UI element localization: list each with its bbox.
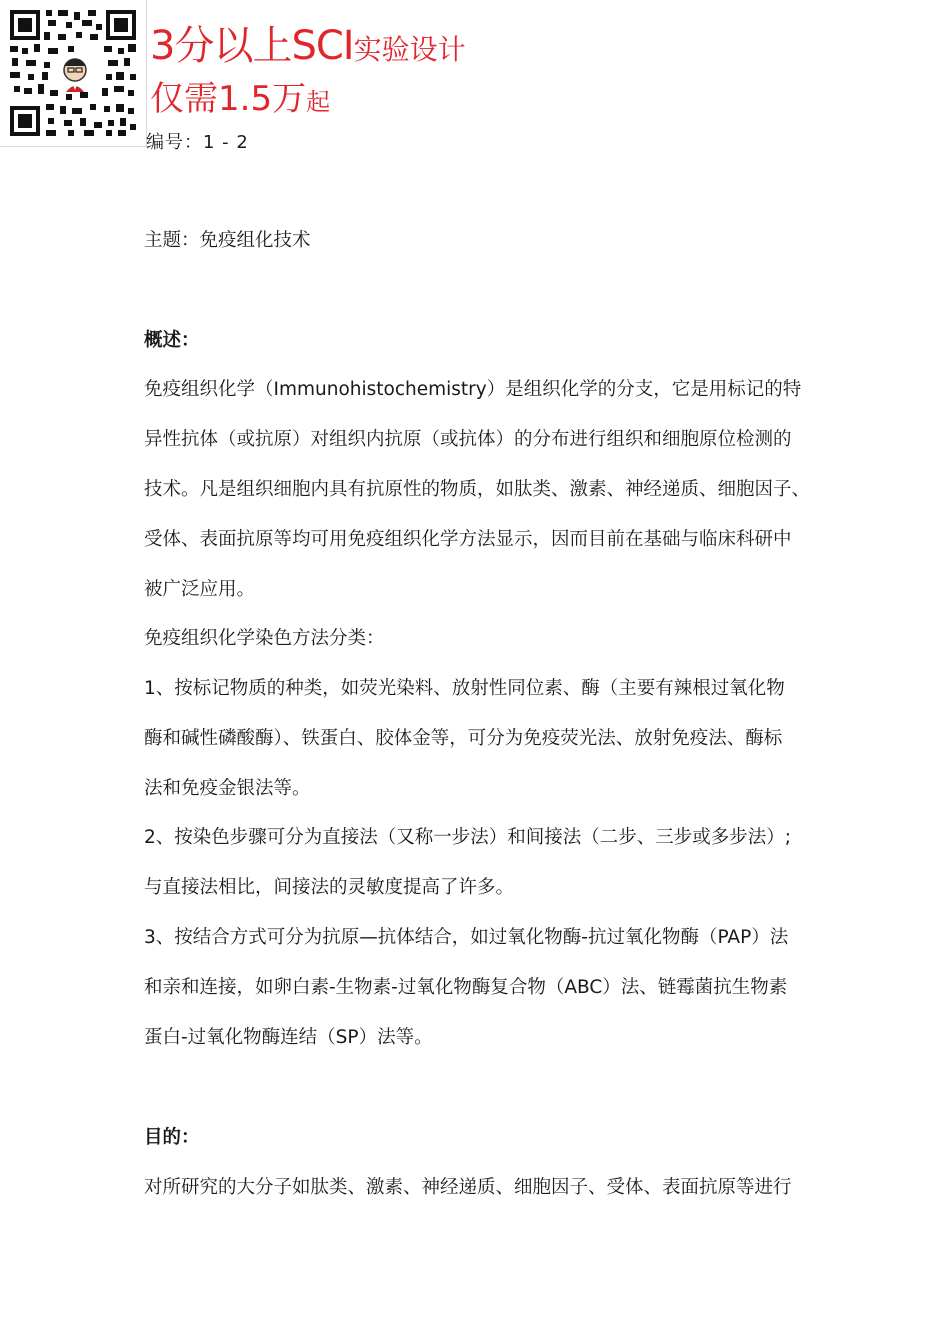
promo-line-2 [150,79,331,119]
item-1-line: 酶和碱性磷酸酶）、铁蛋白、胶体金等，可分为免疫荧光法、放射免疫法、酶标 [144,728,783,749]
promo-price-suffix: 起 [306,88,331,116]
classification-title: 免疫组织化学染色方法分类： [144,628,385,649]
item-3-line: 3、按结合方式可分为抗原—抗体结合，如过氧化物酶-抗过氧化物酶（PAP）法 [144,927,789,948]
item-3-line: 和亲和连接，如卵白素-生物素-过氧化物酶复合物（ABC）法、链霉菌抗生物素 [144,977,788,998]
overview-line: 技术。凡是组织细胞内具有抗原性的物质，如肽类、激素、神经递质、细胞因子、 [144,479,811,500]
overview-line: 免疫组织化学（Immunohistochemistry）是组织化学的分支，它是用标记的特 [144,379,802,400]
item-2-line: 2、按染色步骤可分为直接法（又称一步法）和间接法（二步、三步或多步法）; [144,827,792,848]
document-id: 编号：1 - 2 [146,132,249,153]
overview-line: 被广泛应用。 [144,579,256,600]
promo-headline: 3分以上SCI [150,23,354,69]
promo-price: 仅需1.5万 [150,79,307,119]
purpose-heading: 目的： [144,1127,200,1148]
item-2-line: 与直接法相比，间接法的灵敏度提高了许多。 [144,877,515,898]
item-3-line: 蛋白-过氧化物酶连结（SP）法等。 [144,1027,433,1048]
promo-subline: 实验设计 [353,33,466,66]
overview-line: 异性抗体（或抗原）对组织内抗原（或抗体）的分布进行组织和细胞原位检测的 [144,429,792,450]
document-subject: 主题：免疫组化技术 [144,230,311,251]
purpose-line: 对所研究的大分子如肽类、激素、神经递质、细胞因子、受体、表面抗原等进行 [144,1177,792,1198]
item-1-line: 法和免疫金银法等。 [144,778,311,799]
promo-line-1 [150,23,466,69]
qr-code [0,0,147,147]
overview-heading: 概述： [144,330,200,351]
overview-line: 受体、表面抗原等均可用免疫组织化学方法显示，因而目前在基础与临床科研中 [144,529,792,550]
qr-code-icon [8,8,138,138]
item-1-line: 1、按标记物质的种类，如荧光染料、放射性同位素、酶（主要有辣根过氧化物 [144,678,785,699]
